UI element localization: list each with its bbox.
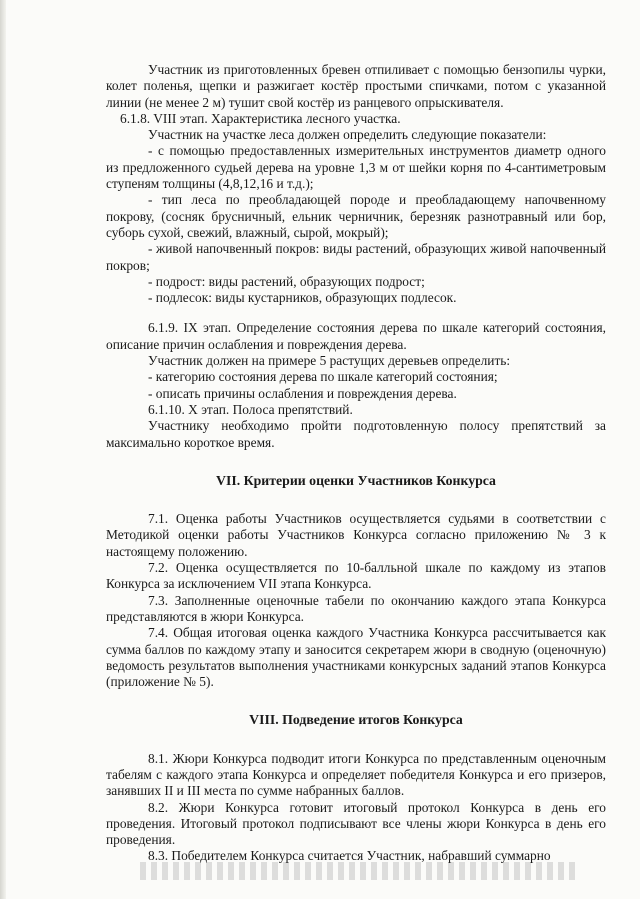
paragraph-8-2: 8.2. Жюри Конкурса готовит итоговый протокол Конкурса в день его проведения. Итоговый протокол подписывают все члены жюри Конкурса в день его проведения. — [106, 799, 606, 848]
list-item: - с помощью предоставленных измерительных инструментов диаметр одного из предложенного судьей дерева на уровне 1,3 м от шейки корня по 4-сантиметровым ступеням толщины (4,8,12,16 и т.д.); — [106, 143, 606, 192]
section-7-heading: VII. Критерии оценки Участников Конкурса — [216, 472, 496, 488]
paragraph-7-3: 7.3. Заполненные оценочные табели по окончанию каждого этапа Конкурса представляются в жюри Конкурса. — [106, 592, 606, 624]
paragraph-7-2: 7.2. Оценка осуществляется по 10-балльной шкале по каждому из этапов Конкурса за исключением VII этапа Конкурса. — [106, 560, 606, 592]
section-6-1-8-title: 6.1.8. VIII этап. Характеристика лесного участка. — [120, 110, 401, 126]
scan-edge — [0, 0, 6, 899]
list-item: - тип леса по преобладающей породе и преобладающему напочвенному покрову, (сосняк брусничный, ельник черничник, березняк разнотравный или бор, суборь сухой, свежий, влажный, сырой, мокрый); — [106, 192, 606, 240]
list-item: - подлесок: виды кустарников, образующих подлесок. — [148, 290, 457, 306]
list-item: - категорию состояния дерева по шкале категорий состояния; — [148, 369, 498, 385]
paragraph-8-1: 8.1. Жюри Конкурса подводит итоги Конкурса по представленным оценочным табелям с каждого этапа Конкурса и определяет победителя Конкурса и его призеров, занявших II и III места по сумме набранных баллов. — [106, 750, 606, 799]
list-item: - подрост: виды растений, образующих подрост; — [148, 273, 425, 289]
paragraph-7-4: 7.4. Общая итоговая оценка каждого Участника Конкурса рассчитывается как сумма баллов по каждому этапу и заносится секретарем жюри в сводную (оценочную) ведомость результатов выполнения участниками конкурсных заданий этапов Конкурса (приложение № 5). — [106, 625, 606, 690]
list-item: - описать причины ослабления и повреждения дерева. — [148, 385, 457, 401]
paragraph-8-3: 8.3. Победителем Конкурса считается Участник, набравший суммарно — [148, 848, 551, 864]
section-6-1-10-title: 6.1.10. X этап. Полоса препятствий. — [148, 401, 353, 417]
section-6-1-9-title: 6.1.9. IX этап. Определение состояния дерева по шкале категорий состояния, описание причин ослабления и повреждения дерева. — [106, 320, 606, 352]
section-6-1-8-lead: Участник на участке леса должен определить следующие показатели: — [148, 127, 547, 143]
section-6-1-10-text: Участнику необходимо пройти подготовленную полосу препятствий за максимально короткое время. — [106, 418, 606, 450]
faded-next-line — [140, 862, 580, 880]
list-item: - живой напочвенный покров: виды растений, образующих живой напочвенный покров; — [106, 241, 606, 273]
section-8-heading: VIII. Подведение итогов Конкурса — [249, 712, 463, 728]
paragraph-7-1: 7.1. Оценка работы Участников осуществляется судьями в соответствии с Методикой оценки работы Участников Конкурса согласно приложению № 3 к настоящему положению. — [106, 511, 606, 559]
section-6-1-9-lead: Участник должен на примере 5 растущих деревьев определить: — [148, 353, 511, 369]
intro-paragraph: Участник из приготовленных бревен отпиливает с помощью бензопилы чурки, колет поленья, щепки и разжигает костёр простыми спичками, потом с указанной линии (не менее 2 м) тушит свой костёр из ранцевого опрыскивателя. — [106, 62, 606, 110]
document-page — [106, 62, 606, 865]
